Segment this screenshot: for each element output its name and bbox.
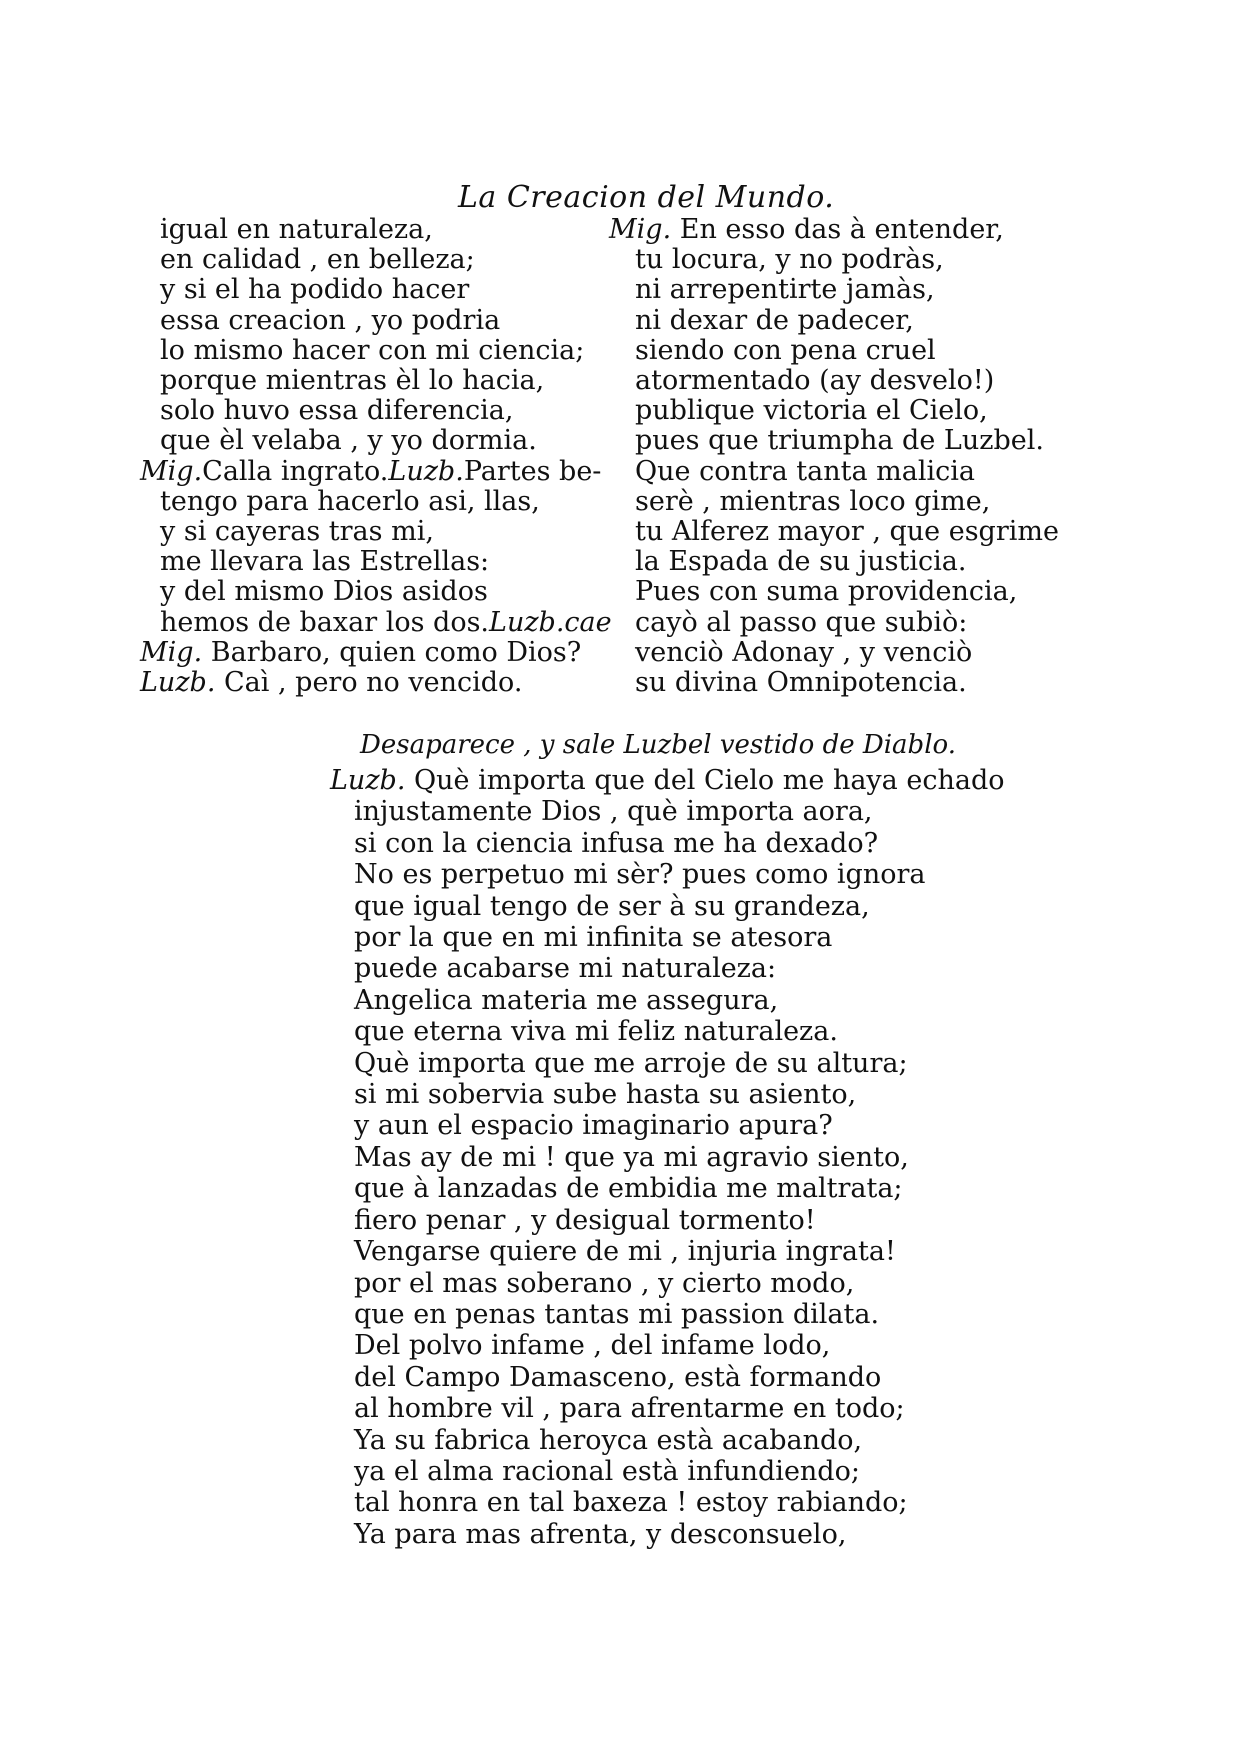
verse-line: por el mas soberano , y cierto modo, [354, 1267, 855, 1299]
verse-line: si mi sobervia sube hasta su asiento, [354, 1079, 857, 1111]
verse-line: Ya para mas afrenta, y desconsuelo, [354, 1518, 847, 1550]
verse-line: serè , mientras loco gime, [635, 485, 991, 517]
verse-line: Mig. En esso das à entender, [609, 214, 1004, 245]
verse-line: tu Alferez mayor , que esgrime [635, 516, 1059, 548]
verse-line: pues que triumpha de Luzbel. [635, 425, 1044, 457]
verse-line: por la que en mi infinita se atesora [354, 922, 833, 954]
verse-line: que à lanzadas de embidia me maltrata; [354, 1173, 903, 1205]
verse-line: que igual tengo de ser à su grandeza, [354, 890, 870, 922]
verse-line: al hombre vil , para afrentarme en todo; [354, 1393, 905, 1425]
verse-line: porque mientras èl lo hacia, [160, 365, 545, 397]
verse-line: Mig.Calla ingrato.Luzb.Partes be- [140, 455, 602, 487]
verse-line: y si el ha podido hacer [160, 274, 470, 306]
verse-line: Angelica materia me assegura, [354, 984, 779, 1016]
verse-line: publique victoria el Cielo, [635, 395, 988, 427]
speaker-name: Luzb. [140, 667, 216, 699]
speaker-name: Mig. [140, 636, 203, 668]
verse-line: ni arrepentirte jamàs, [635, 274, 935, 306]
speaker-name: Luzb. [330, 765, 406, 796]
verse-line: Luzb. Què importa que del Cielo me haya echado [330, 765, 1005, 796]
verse-line: Pues con suma providencia, [635, 576, 1018, 608]
verse-line: la Espada de su justicia. [635, 546, 967, 578]
verse-line: Ya su fabrica heroyca està acabando, [354, 1424, 863, 1456]
verse-line: lo mismo hacer con mi ciencia; [160, 334, 585, 366]
verse-line: ya el alma racional està infundiendo; [354, 1455, 860, 1487]
verse-line: fiero penar , y desigual tormento! [354, 1204, 816, 1236]
speaker-name: Mig. [140, 455, 203, 487]
verse-line: Luzb. Caì , pero no vencido. [140, 667, 523, 699]
verse-line: que en penas tantas mi passion dilata. [354, 1298, 880, 1330]
running-title: La Creacion del Mundo. [458, 180, 835, 215]
speaker-name: Mig. [609, 214, 672, 245]
verse-line: que èl velaba , y yo dormia. [160, 425, 537, 457]
verse-line: cayò al passo que subiò: [635, 606, 968, 638]
verse-line: y aun el espacio imaginario apura? [354, 1110, 833, 1142]
verse-line: Mas ay de mi ! que ya mi agravio siento, [354, 1141, 909, 1173]
luzbel-speech [330, 765, 1004, 1550]
left-verse-column [140, 214, 630, 699]
speaker-name: Luzb. [388, 455, 464, 487]
verse-line: tengo para hacerlo asi, llas, [160, 485, 540, 517]
verse-line: siendo con pena cruel [635, 334, 936, 366]
stage-direction: Desaparece , y sale Luzbel vestido de Diablo. [360, 730, 956, 760]
verse-line: ni dexar de padecer, [635, 304, 914, 336]
stage-note: Luzb.cae [489, 606, 612, 638]
verse-line: puede acabarse mi naturaleza: [354, 953, 777, 985]
verse-line: essa creacion , yo podria [160, 304, 501, 336]
verse-line: Vengarse quiere de mi , injuria ingrata! [354, 1236, 896, 1268]
verse-line: su divina Omnipotencia. [635, 667, 967, 699]
verse-line: atormentado (ay desvelo!) [635, 365, 995, 397]
verse-line: injustamente Dios , què importa aora, [354, 796, 873, 828]
verse-line: en calidad , en belleza; [160, 244, 475, 276]
verse-line: No es perpetuo mi sèr? pues como ignora [354, 859, 926, 891]
verse-line: y del mismo Dios asidos [160, 576, 488, 608]
verse-line: tu locura, y no podràs, [635, 244, 944, 276]
verse-line: me llevara las Estrellas: [160, 546, 490, 578]
verse-line: venciò Adonay , y venciò [635, 636, 973, 668]
verse-line: si con la ciencia infusa me ha dexado? [354, 827, 879, 859]
verse-line: hemos de baxar los dos.Luzb.cae [160, 606, 612, 638]
verse-line: Del polvo infame , del infame lodo, [354, 1330, 831, 1362]
verse-line: Mig. Barbaro, quien como Dios? [140, 636, 582, 668]
verse-line: solo huvo essa diferencia, [160, 395, 514, 427]
verse-line: del Campo Damasceno, està formando [354, 1361, 882, 1393]
verse-line: que eterna viva mi feliz naturaleza. [354, 1016, 838, 1048]
verse-line: igual en naturaleza, [160, 214, 433, 245]
verse-line: tal honra en tal baxeza ! estoy rabiando; [354, 1487, 908, 1519]
verse-line: Que contra tanta malicia [635, 455, 975, 487]
verse-line: y si cayeras tras mi, [160, 516, 434, 548]
verse-line: Què importa que me arroje de su altura; [354, 1047, 908, 1079]
right-verse-column [609, 214, 1105, 699]
